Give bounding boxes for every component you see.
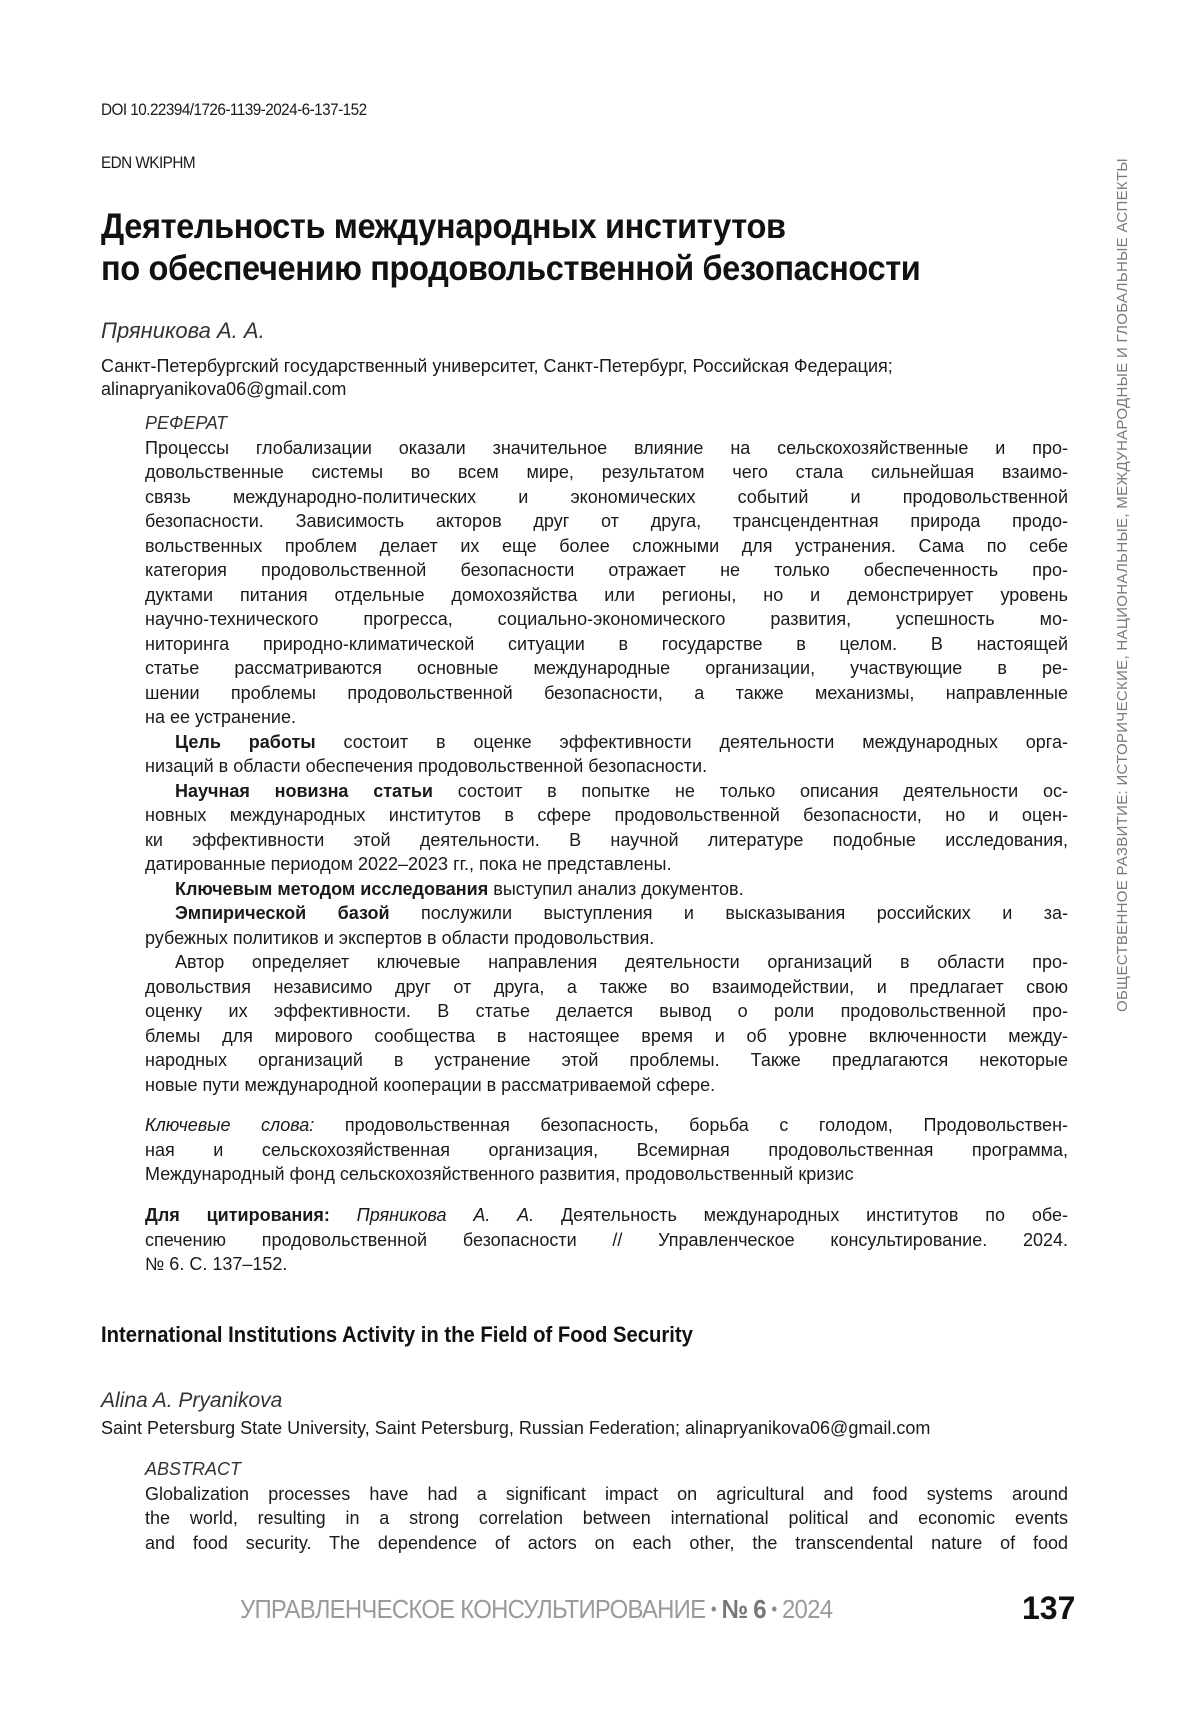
text-line bbox=[145, 779, 1068, 804]
running-head-vertical: ОБЩЕСТВЕННОЕ РАЗВИТИЕ: ИСТОРИЧЕСКИЕ, НАЦИОНАЛЬНЫЕ, МЕЖДУНАРОДНЫЕ И ГЛОБАЛЬНЫЕ АСПЕКТЫ bbox=[1114, 85, 1132, 1085]
text-line bbox=[145, 1506, 1068, 1531]
author-email: alinapryanikova06@gmail.com bbox=[101, 378, 1068, 401]
text-run: новных международных институтов в сфере продовольственной безопасности, но и оцен- bbox=[145, 805, 1068, 825]
text-run: довольственные системы во всем мире, результатом чего стала сильнейшая взаимо- bbox=[145, 462, 1068, 482]
text-line bbox=[145, 828, 1068, 853]
bold-lead-in: Научная новизна статьи bbox=[175, 781, 433, 801]
abstract-heading: РЕФЕРАТ bbox=[145, 411, 1068, 436]
article-title-en: International Institutions Activity in the Field of Food Security bbox=[101, 1322, 693, 1348]
title-line: по обеспечению продовольственной безопасности bbox=[101, 248, 920, 290]
text-line bbox=[145, 681, 1068, 706]
text-run: дуктами питания отдельные домохозяйства или регионы, но и демонстрирует уровень bbox=[145, 585, 1068, 605]
text-run: and food security. The dependence of actors on each other, the transcendental nature of food bbox=[145, 1533, 1068, 1553]
issue-number: № 6 bbox=[721, 1594, 765, 1624]
text-line bbox=[145, 999, 1068, 1024]
affiliation-ru bbox=[101, 355, 1068, 401]
text-line bbox=[145, 656, 1068, 681]
text-line bbox=[145, 632, 1068, 657]
text-line bbox=[145, 436, 1068, 461]
text-line bbox=[145, 534, 1068, 559]
text-line bbox=[145, 1228, 1068, 1253]
text-line bbox=[145, 1138, 1068, 1163]
text-run: статье рассматриваются основные международные организации, участвующие в ре- bbox=[145, 658, 1068, 678]
text-run: the world, resulting in a strong correlation between international political and economic events bbox=[145, 1508, 1068, 1528]
bold-lead-in: Цель работы bbox=[175, 732, 316, 752]
text-run: научно-технического прогресса, социально-экономического развития, успешность мо- bbox=[145, 609, 1068, 629]
text-run: ная и сельскохозяйственная организация, Всемирная продовольственная программа, bbox=[145, 1140, 1068, 1160]
journal-name: УПРАВЛЕНЧЕСКОЕ КОНСУЛЬТИРОВАНИЕ bbox=[240, 1594, 705, 1624]
doi: DOI 10.22394/1726-1139-2024-6-137-152 bbox=[101, 100, 367, 120]
abstract-heading: ABSTRACT bbox=[145, 1457, 1068, 1482]
citation-body bbox=[145, 1203, 1068, 1277]
separator-dot: • bbox=[766, 1599, 782, 1619]
text-run: связь международно-политических и экономических событий и продовольственной bbox=[145, 487, 1068, 507]
affiliation-line: Санкт-Петербургский государственный университет, Санкт-Петербург, Российская Федерация; bbox=[101, 355, 1068, 378]
text-run: послужили выступления и высказывания российских и за- bbox=[390, 903, 1068, 923]
text-run: состоит в попытке не только описания деятельности ос- bbox=[433, 781, 1068, 801]
text-run: вольственных проблем делает их еще более сложными для устранения. Сама по себе bbox=[145, 536, 1068, 556]
text-run bbox=[330, 1205, 357, 1225]
page-number: 137 bbox=[1022, 1590, 1075, 1627]
affiliation-en: Saint Petersburg State University, Saint Petersburg, Russian Federation; alinapryanikova06@gmail.com bbox=[101, 1418, 930, 1439]
footer-journal bbox=[240, 1594, 832, 1625]
text-line bbox=[145, 509, 1068, 534]
text-line bbox=[145, 1048, 1068, 1073]
italic-run: Пряникова А. А. bbox=[357, 1205, 535, 1225]
keywords-body bbox=[145, 1113, 1068, 1187]
text-run: на ее устранение. bbox=[145, 707, 296, 727]
abstract-ru bbox=[145, 411, 1068, 1097]
citation-ru bbox=[145, 1203, 1068, 1277]
text-run: ки эффективности этой деятельности. В научной литературе подобные исследования, bbox=[145, 830, 1068, 850]
text-run: датированные периодом 2022–2023 гг., пока не представлены. bbox=[145, 854, 671, 874]
text-line bbox=[145, 901, 1068, 926]
text-line bbox=[145, 1024, 1068, 1049]
text-line bbox=[145, 754, 1068, 779]
bold-lead-in: Эмпирической базой bbox=[175, 903, 390, 923]
text-run: шении проблемы продовольственной безопасности, а также механизмы, направленные bbox=[145, 683, 1068, 703]
text-run: Международный фонд сельскохозяйственного развития, продовольственный кризис bbox=[145, 1164, 854, 1184]
keywords-ru bbox=[145, 1113, 1068, 1187]
text-run: рубежных политиков и экспертов в области продовольствия. bbox=[145, 928, 654, 948]
separator-dot: • bbox=[705, 1599, 721, 1619]
text-run: оценку их эффективности. В статье делается вывод о роли продовольственной про- bbox=[145, 1001, 1068, 1021]
text-run: ниторинга природно-климатической ситуации в государстве в целом. В настоящей bbox=[145, 634, 1068, 654]
text-run: Деятельность международных институтов по обе- bbox=[534, 1205, 1068, 1225]
text-run: № 6. С. 137–152. bbox=[145, 1254, 287, 1274]
text-line bbox=[145, 460, 1068, 485]
text-run: спечению продовольственной безопасности // Управленческое консультирование. 2024. bbox=[145, 1230, 1068, 1250]
issue-year: 2024 bbox=[782, 1594, 832, 1624]
text-line bbox=[145, 730, 1068, 755]
text-line bbox=[145, 705, 1068, 730]
edn: EDN WKIPHM bbox=[101, 153, 195, 173]
text-run: безопасности. Зависимость акторов друг от друга, трансцендентная природа продо- bbox=[145, 511, 1068, 531]
author-en: Alina A. Pryanikova bbox=[101, 1389, 282, 1413]
text-run: категория продовольственной безопасности отражает не только обеспеченность про- bbox=[145, 560, 1068, 580]
text-run: продовольственная безопасность, борьба с голодом, Продовольствен- bbox=[314, 1115, 1068, 1135]
text-line bbox=[145, 852, 1068, 877]
text-run: выступил анализ документов. bbox=[488, 879, 743, 899]
text-run: Автор определяет ключевые направления деятельности организаций в области про- bbox=[175, 952, 1068, 972]
text-line bbox=[145, 1252, 1068, 1277]
article-title-ru bbox=[101, 206, 920, 290]
text-run: довольствия независимо друг от друга, а также во взаимодействии, и предлагает свою bbox=[145, 977, 1068, 997]
text-line bbox=[145, 926, 1068, 951]
italic-run: Ключевые слова: bbox=[145, 1115, 314, 1135]
text-run: состоит в оценке эффективности деятельности международных орга- bbox=[316, 732, 1068, 752]
bold-lead-in: Для цитирования: bbox=[145, 1205, 330, 1225]
text-run: блемы для мирового сообщества в настоящее время и об уровне включенности между- bbox=[145, 1026, 1068, 1046]
title-line: Деятельность международных институтов bbox=[101, 206, 920, 248]
text-line bbox=[145, 1073, 1068, 1098]
text-line bbox=[145, 485, 1068, 510]
text-line bbox=[145, 583, 1068, 608]
text-run: новые пути международной кооперации в рассматриваемой сфере. bbox=[145, 1075, 715, 1095]
text-line bbox=[145, 1113, 1068, 1138]
text-line bbox=[145, 607, 1068, 632]
bold-lead-in: Ключевым методом исследования bbox=[175, 879, 488, 899]
text-run: Globalization processes have had a significant impact on agricultural and food systems around bbox=[145, 1484, 1068, 1504]
text-line bbox=[145, 975, 1068, 1000]
abstract-en bbox=[145, 1457, 1068, 1555]
text-line bbox=[145, 558, 1068, 583]
text-line bbox=[145, 1203, 1068, 1228]
text-run: Процессы глобализации оказали значительное влияние на сельскохозяйственные и про- bbox=[145, 438, 1068, 458]
abstract-body bbox=[145, 1482, 1068, 1556]
author-ru: Пряникова А. А. bbox=[101, 318, 265, 344]
text-line bbox=[145, 1531, 1068, 1556]
text-line bbox=[145, 1482, 1068, 1507]
text-line bbox=[145, 877, 1068, 902]
text-run: народных организаций в устранение этой проблемы. Также предлагаются некоторые bbox=[145, 1050, 1068, 1070]
text-line bbox=[145, 803, 1068, 828]
text-run: низаций в области обеспечения продовольственной безопасности. bbox=[145, 756, 707, 776]
text-line bbox=[145, 1162, 1068, 1187]
abstract-body bbox=[145, 436, 1068, 1098]
text-line bbox=[145, 950, 1068, 975]
